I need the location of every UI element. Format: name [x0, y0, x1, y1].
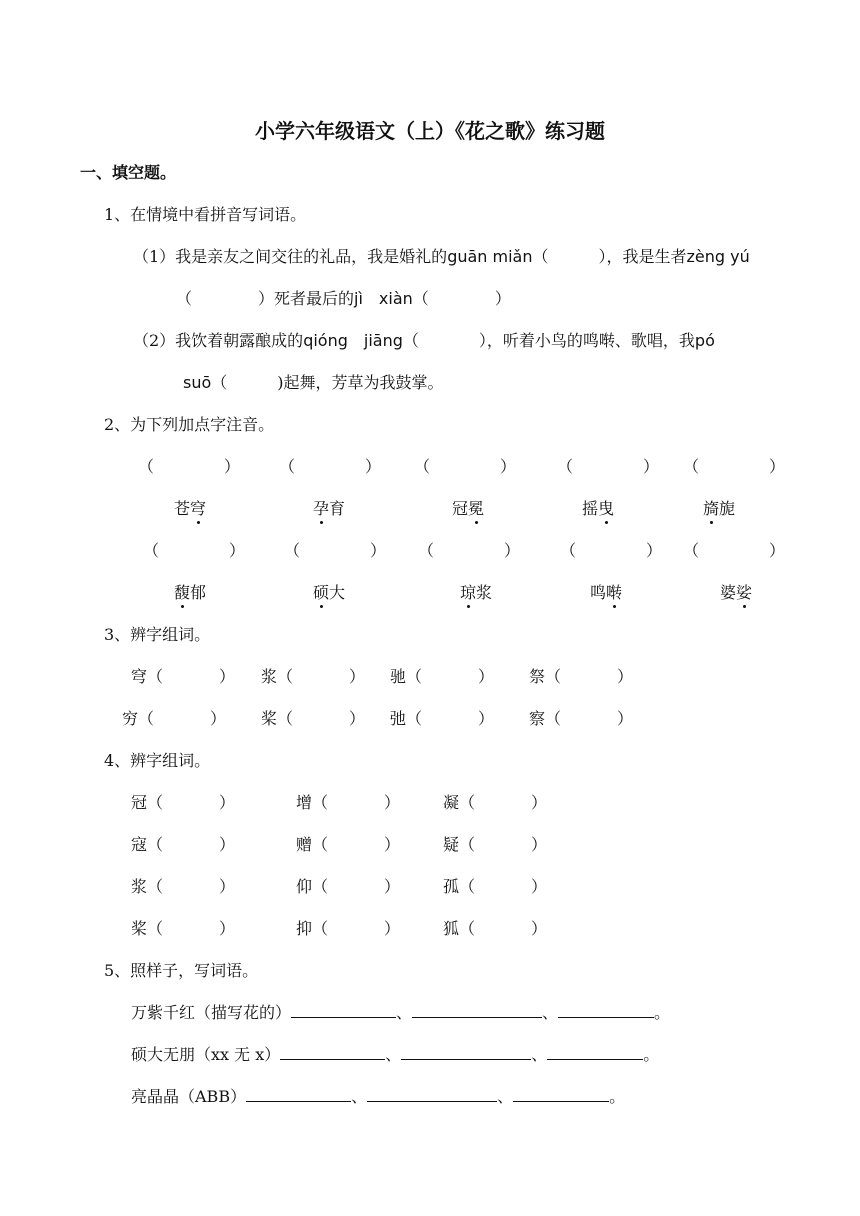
lparen: （: [557, 457, 574, 476]
rparen: ）: [646, 541, 663, 560]
rparen: ）: [370, 541, 387, 560]
q2-word-r1-5: 旖旎: [703, 499, 736, 518]
lparen: （: [143, 541, 160, 560]
answer-line[interactable]: [558, 1003, 654, 1018]
q2-paren-r1-3[interactable]: [414, 457, 516, 477]
q4-item[interactable]: 凝（ ）: [443, 793, 548, 812]
q4-item[interactable]: 桨（ ）: [131, 919, 236, 938]
q4-item[interactable]: 浆（ ）: [131, 877, 236, 896]
answer-line[interactable]: [412, 1003, 542, 1018]
q3-item[interactable]: 察（ ）: [529, 709, 634, 728]
q1-p2-end: )起舞，芳草为我鼓掌。: [277, 373, 444, 392]
comma: 、: [542, 1003, 559, 1022]
q2-word-r1-1: 苍穹: [174, 499, 207, 518]
lparen: （: [211, 373, 228, 392]
lparen: （: [402, 331, 419, 350]
question-4-label: 4、辨字组词。: [104, 751, 211, 770]
q4-item[interactable]: 狐（ ）: [443, 919, 548, 938]
question-5-label: 5、照样子，写词语。: [104, 961, 259, 980]
lparen: （: [683, 457, 700, 476]
rparen: ）: [365, 457, 382, 476]
q1-p2-pinyin-3: suō: [183, 373, 212, 392]
q3-item[interactable]: 穹（ ）: [131, 667, 236, 686]
q3-item[interactable]: 浆（ ）: [261, 667, 366, 686]
comma: 、: [531, 1045, 548, 1064]
q4-item[interactable]: 孤（ ）: [443, 877, 548, 896]
q2-word-r2-5: 婆娑: [720, 583, 753, 602]
q1-p1-mid: ），我是生者: [598, 247, 687, 266]
section-heading: 一、填空题。: [80, 163, 177, 182]
answer-line[interactable]: [291, 1003, 396, 1018]
q2-word-r2-2: 硕大: [313, 583, 346, 602]
question-3-label: 3、辨字组词。: [104, 625, 211, 644]
q3-item[interactable]: 驰（ ）: [390, 667, 495, 686]
q2-paren-r1-5[interactable]: [683, 457, 785, 477]
lparen: （: [279, 457, 296, 476]
q4-item[interactable]: 寇（ ）: [131, 835, 236, 854]
comma: 、: [385, 1045, 402, 1064]
q2-paren-r2-3[interactable]: [418, 541, 520, 561]
q3-item[interactable]: 弛（ ）: [390, 709, 495, 728]
lparen: （: [284, 541, 301, 560]
question-1-label: 1、在情境中看拼音写词语。: [104, 205, 307, 224]
answer-line[interactable]: [513, 1087, 609, 1102]
lparen: （: [176, 289, 193, 308]
q4-item[interactable]: 仰（ ）: [296, 877, 401, 896]
q3-item[interactable]: 穷（ ）: [122, 709, 227, 728]
q5-example: 亮晶晶（ABB）: [131, 1087, 247, 1106]
lparen: （: [412, 289, 429, 308]
q2-word-r2-4: 鸣啭: [590, 583, 623, 602]
q2-paren-r2-4[interactable]: [560, 541, 662, 561]
q2-paren-r2-2[interactable]: [284, 541, 386, 561]
q2-paren-r1-1[interactable]: [138, 457, 240, 477]
q1-p2-pinyin-1: qióng jiāng: [303, 331, 403, 350]
q2-paren-r2-5[interactable]: [683, 541, 785, 561]
q5-item-2: [131, 1045, 659, 1065]
q1-p1-text-b: ）死者最后的: [258, 289, 355, 308]
q1-p2-mid: ），听着小鸟的鸣啭、歌唱，我: [478, 331, 695, 350]
comma: 、: [351, 1087, 368, 1106]
q2-word-r1-3: 冠冕: [452, 499, 485, 518]
q4-item[interactable]: 抑（ ）: [296, 919, 401, 938]
q5-example: 硕大无朋（xx 无 x）: [131, 1045, 281, 1064]
q1-p2-pinyin-2: pó: [694, 331, 715, 350]
period: 。: [609, 1087, 626, 1106]
rparen: ）: [769, 541, 786, 560]
rparen: ）: [504, 541, 521, 560]
answer-line[interactable]: [246, 1087, 351, 1102]
question-2-label: 2、为下列加点字注音。: [104, 415, 275, 434]
lparen: （: [532, 247, 549, 266]
q4-item[interactable]: 增（ ）: [296, 793, 401, 812]
answer-line[interactable]: [280, 1045, 385, 1060]
answer-line[interactable]: [367, 1087, 497, 1102]
q2-word-r1-4: 摇曳: [582, 499, 615, 518]
lparen: （: [138, 457, 155, 476]
q2-paren-r1-2[interactable]: [279, 457, 381, 477]
lparen: （: [560, 541, 577, 560]
q1-part1-line2: [176, 289, 511, 309]
rparen: ）: [229, 541, 246, 560]
q4-item[interactable]: 赠（ ）: [296, 835, 401, 854]
rparen: ）: [643, 457, 660, 476]
q2-word-r1-2: 孕育: [313, 499, 346, 518]
q1-p1-pinyin-3: jì xiàn: [354, 289, 413, 308]
answer-line[interactable]: [401, 1045, 531, 1060]
q1-part2-line1: [133, 331, 715, 351]
answer-line[interactable]: [547, 1045, 643, 1060]
q5-example: 万紫千红（描写花的）: [131, 1003, 292, 1022]
rparen: ）: [494, 289, 511, 308]
q4-item[interactable]: 冠（ ）: [131, 793, 236, 812]
rparen: ）: [500, 457, 517, 476]
q4-item[interactable]: 疑（ ）: [443, 835, 548, 854]
q2-word-r2-3: 琼浆: [460, 583, 493, 602]
period: 。: [643, 1045, 660, 1064]
rparen: ）: [224, 457, 241, 476]
q1-part2-line2: [183, 373, 444, 393]
q2-paren-r2-1[interactable]: [143, 541, 245, 561]
lparen: （: [414, 457, 431, 476]
q1-p1-pinyin-1: guān miǎn: [447, 247, 533, 266]
comma: 、: [497, 1087, 514, 1106]
q5-item-1: [131, 1003, 670, 1023]
rparen: ）: [769, 457, 786, 476]
lparen: （: [683, 541, 700, 560]
comma: 、: [396, 1003, 413, 1022]
q2-paren-r1-4[interactable]: [557, 457, 659, 477]
page-title: 小学六年级语文（上）《花之歌》练习题: [255, 119, 605, 143]
q1-part1-line1: [133, 247, 750, 267]
q2-word-r2-1: 馥郁: [174, 583, 207, 602]
period: 。: [654, 1003, 671, 1022]
q1-p1-text-a: （1）我是亲友之间交往的礼品，我是婚礼的: [133, 247, 448, 266]
q1-p2-text-a: （2）我饮着朝露酿成的: [133, 331, 304, 350]
q3-item[interactable]: 祭（ ）: [529, 667, 634, 686]
lparen: （: [418, 541, 435, 560]
q3-item[interactable]: 桨（ ）: [261, 709, 366, 728]
q1-p1-pinyin-2: zèng yú: [686, 247, 750, 266]
q5-item-3: [131, 1087, 625, 1107]
